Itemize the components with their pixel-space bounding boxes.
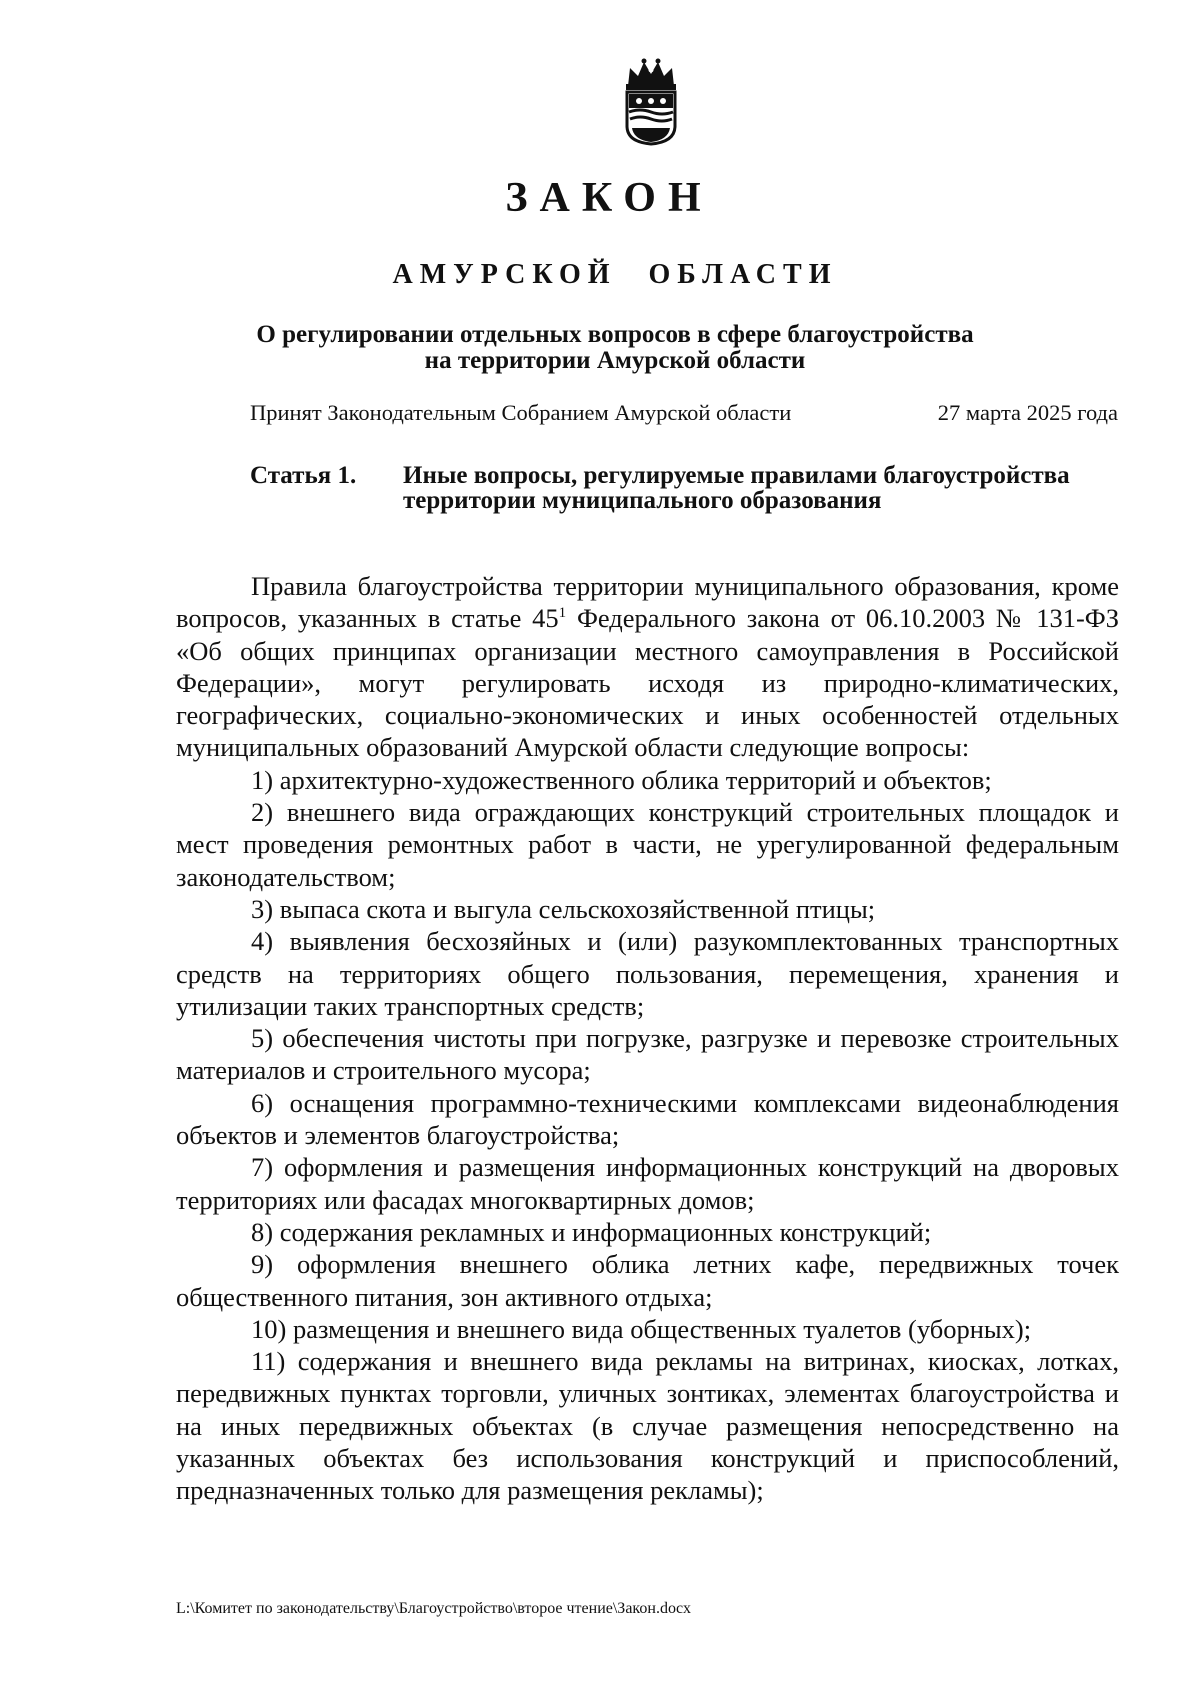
adoption-line <box>250 400 1118 426</box>
list-item: 7) оформления и размещения информационных конструкций на дворовых территориях или фасадах многоквартирных домов; <box>176 1152 1119 1215</box>
intro-paragraph <box>176 570 1119 764</box>
intro-text-part-2: Федерального закона от 06.10.2003 № 131-ФЗ «Об общих принципах организации местного самоуправления в Российской Федерации», могут регулировать исходя из природно-климатических, географических, социально-экономических и иных особенностей отдельных муниципальных образований Амурской области следующие вопросы: <box>176 603 1119 763</box>
article-superscript: 1 <box>558 605 567 622</box>
article-body <box>176 570 1119 1507</box>
list-item: 9) оформления внешнего облика летних кафе, передвижных точек общественного питания, зон активного отдыха; <box>176 1249 1119 1312</box>
list-item: 2) внешнего вида ограждающих конструкций строительных площадок и мест проведения ремонтных работ в части, не урегулированной федеральным законодательством; <box>176 797 1119 892</box>
document-title: ЗАКОН <box>505 175 713 221</box>
region-title: АМУРСКОЙ ОБЛАСТИ <box>392 259 838 290</box>
intro-text-part-1: Правила благоустройства территории муниципального образования, кроме вопросов, указанных в статье 45 <box>176 571 1119 634</box>
list-item: 4) выявления бесхозяйных и (или) разукомплектованных транспортных средств на территориях общего пользования, перемещения, хранения и утилизации таких транспортных средств; <box>176 926 1119 1021</box>
article-number: Статья 1. <box>250 462 357 489</box>
list-item: 11) содержания и внешнего вида рекламы на витринах, киосках, лотках, передвижных пунктах торговли, уличных зонтиках, элементах благоустройства и на иных передвижных объектах (в случае размещения непосредственно на указанных объектах без использования конструкций и приспособлений, предназначенных только для размещения рекламы); <box>176 1346 1119 1506</box>
adoption-date: 27 марта 2025 года <box>937 400 1118 425</box>
adopting-body: Принят Законодательным Собранием Амурской области <box>250 400 792 425</box>
list-item: 8) содержания рекламных и информационных конструкций; <box>251 1216 932 1247</box>
coat-of-arms-icon <box>620 56 682 146</box>
list-item: 5) обеспечения чистоты при погрузке, разгрузке и перевозке строительных материалов и строительного мусора; <box>176 1023 1119 1086</box>
list-item: 10) размещения и внешнего вида общественных туалетов (уборных); <box>251 1313 1032 1344</box>
list-item: 6) оснащения программно-техническими комплексами видеонаблюдения объектов и элементов благоустройства; <box>176 1087 1119 1151</box>
article-name: Иные вопросы, регулируемые правилами благоустройства территории муниципального образования <box>403 462 1070 514</box>
list-item: 3) выпаса скота и выгула сельскохозяйственной птицы; <box>251 893 876 924</box>
law-subject-line-1: О регулировании отдельных вопросов в сфере благоустройства <box>256 321 974 348</box>
law-subject-line-2: на территории Амурской области <box>424 347 806 374</box>
file-path-footer: L:\Комитет по законодательству\Благоустройство\второе чтение\Закон.docx <box>176 1600 692 1617</box>
list-item: 1) архитектурно-художественного облика территорий и объектов; <box>251 764 992 795</box>
law-subject <box>0 322 1200 374</box>
